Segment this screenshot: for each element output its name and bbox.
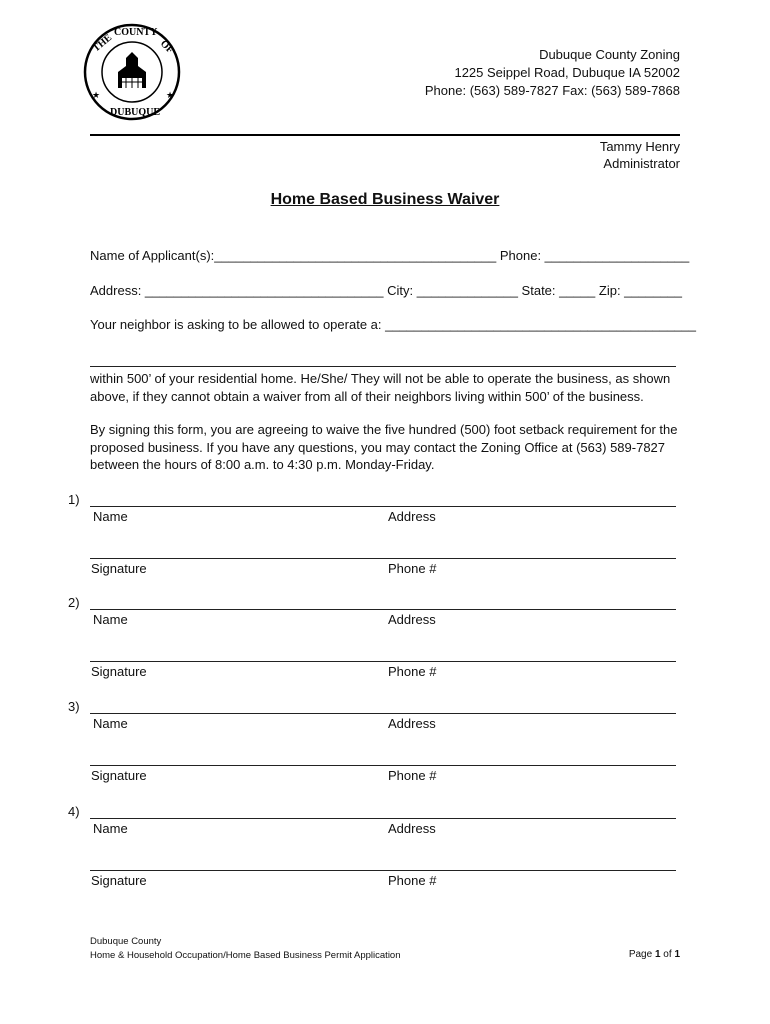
applicant-name-phone-line[interactable]: Name of Applicant(s):_______________________________________ Phone: ____________________ <box>90 248 690 263</box>
name-address-line[interactable] <box>90 609 676 610</box>
name-label: Name <box>93 821 128 836</box>
business-type-continuation-line[interactable] <box>90 366 676 367</box>
office-phone-fax: Phone: (563) 589-7827 Fax: (563) 589-7868 <box>424 83 680 98</box>
footer-county: Dubuque County <box>90 936 162 947</box>
office-address-block <box>425 46 680 100</box>
address-label: Address <box>388 716 436 731</box>
signature-phone-line[interactable] <box>90 765 676 766</box>
signature-label: Signature <box>91 561 147 576</box>
svg-text:★: ★ <box>92 90 101 100</box>
phone-label: Phone # <box>388 561 437 576</box>
address-label: Address <box>388 612 436 627</box>
phone-label: Phone # <box>388 873 437 888</box>
header-divider <box>90 134 680 136</box>
signature-label: Signature <box>91 664 147 679</box>
phone-label: Phone # <box>388 768 437 783</box>
address-label: Address <box>388 821 436 836</box>
svg-text:★: ★ <box>166 90 175 100</box>
business-type-line[interactable]: Your neighbor is asking to be allowed to operate a: ___________________________________________ <box>90 317 696 332</box>
footer-form-name: Home & Household Occupation/Home Based Business Permit Application <box>90 950 401 961</box>
signer-number: 1) <box>68 492 80 507</box>
name-address-line[interactable] <box>90 818 676 819</box>
name-address-line[interactable] <box>90 713 676 714</box>
footer <box>90 935 401 963</box>
signature-phone-line[interactable] <box>90 661 676 662</box>
waiver-explanation-paragraph: within 500’ of your residential home. He/She/ They will not be able to operate the business, as shown above, if they cannot obtain a waiver from all of their neighbors living within 500’ of the business. <box>90 371 671 404</box>
name-label: Name <box>93 612 128 627</box>
page-number: Page 1 of 1 <box>628 949 680 960</box>
applicant-address-line[interactable]: Address: _________________________________ City: ______________ State: _____ Zip: ________ <box>90 283 683 298</box>
signature-label: Signature <box>91 873 147 888</box>
signer-number: 2) <box>68 595 80 610</box>
signature-label: Signature <box>91 768 147 783</box>
office-street-address: 1225 Seippel Road, Dubuque IA 52002 <box>454 65 680 80</box>
address-label: Address <box>388 509 436 524</box>
signature-phone-line[interactable] <box>90 558 676 559</box>
svg-text:THE: THE <box>90 32 115 55</box>
svg-text:DUBUQUE: DUBUQUE <box>110 107 161 118</box>
office-name: Dubuque County Zoning <box>539 47 680 62</box>
signer-number: 4) <box>68 804 80 819</box>
document-title: Home Based Business Waiver <box>270 191 500 208</box>
name-label: Name <box>93 509 128 524</box>
svg-text:OF: OF <box>157 38 176 56</box>
name-label: Name <box>93 716 128 731</box>
administrator-title: Administrator <box>603 156 680 171</box>
county-seal-logo <box>82 22 182 122</box>
phone-label: Phone # <box>388 664 437 679</box>
svg-text:COUNTY: COUNTY <box>114 27 158 38</box>
administrator-block <box>600 138 680 172</box>
waiver-agreement-paragraph: By signing this form, you are agreeing to waive the five hundred (500) foot setback requirement for the proposed business. If you have any questions, you may contact the Zoning Office at (563) 589-7827 between the hours of 8:00 a.m. to 4:30 p.m. Monday-Friday. <box>90 422 678 472</box>
administrator-name: Tammy Henry <box>599 139 680 154</box>
signer-number: 3) <box>68 699 80 714</box>
name-address-line[interactable] <box>90 506 676 507</box>
signature-phone-line[interactable] <box>90 870 676 871</box>
